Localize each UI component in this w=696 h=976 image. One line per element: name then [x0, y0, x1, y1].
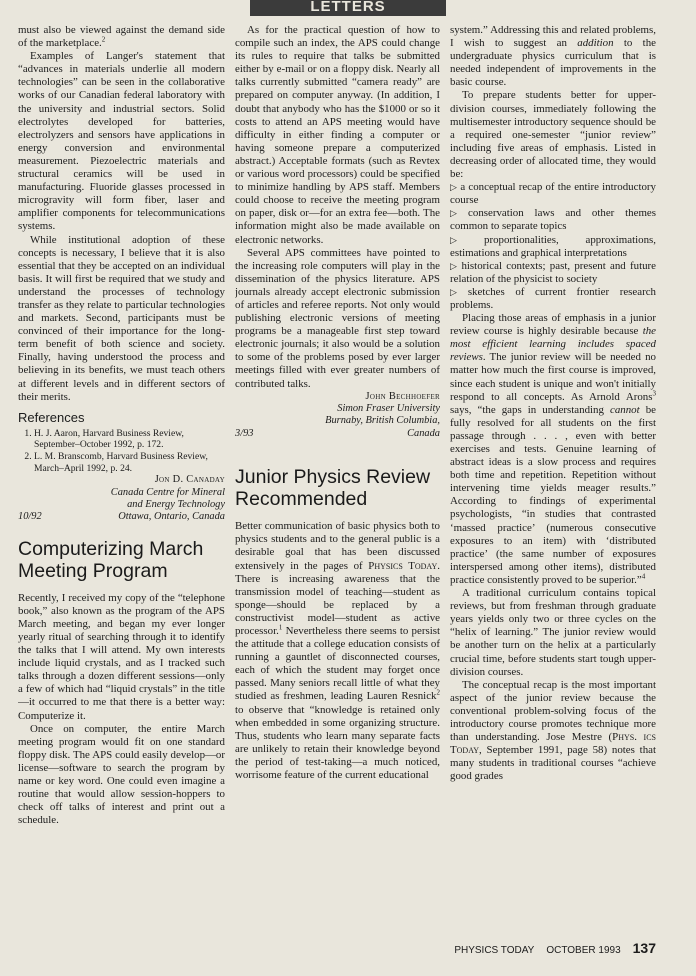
paragraph: Recently, I received my copy of the “telephone book,” also known as the program of the APS March meeting, and began my ever longer yearly ritual of searching through it to identify the talks that I will attend. My own interests include liquid crystals, and as I tracked such talks through a dozen different sessions—only a few of which had “liquid crystals” in the title—it occurred to me that there is a better way: Computerize it.: [18, 591, 225, 722]
letter-date: 3/93: [235, 427, 254, 439]
paragraph: The conceptual recap is the most important aspect of the junior review because the conventional problem-solving focus of the introductory course promotes technique more than understanding. Jose Mestre (Phys. ics Today, September 1991, page 58) notes that many students in traditional courses “achieve good grades: [450, 678, 656, 783]
paragraph: A traditional curriculum contains topical reviews, but from freshman through graduate years yields only two or three cycles on the “helix of learning.” The junior review would be another turn on the helix at a particularly crucial time, before students start tough upper-division courses.: [450, 587, 656, 678]
triangle-bullet-icon: ▷: [450, 286, 465, 297]
references-list: [18, 428, 225, 474]
list-item: ▷ a conceptual recap of the entire introductory course: [450, 181, 656, 207]
page-footer: [450, 940, 656, 956]
author-name: John Bechhoefer: [365, 390, 440, 402]
page-number: 137: [632, 940, 656, 956]
author-affiliation: Simon Fraser University: [337, 403, 440, 415]
paragraph: Placing those areas of emphasis in a junior review course is highly desirable because the most efficient learning includes spaced reviews. The junior review will be needed no matter how much the first course is improved, since each student is unique and won't initially respond to all concepts. As Arnold Arons$^3$ says, “the gaps in understanding cannot be fully resolved for all students on the first passage through . . . , even with better exercises and tests. Genuine learning of abstract ideas is a slow process and requires both time and repetition. Repetition without intervening time yields meager results.” According to findings of experimental psychologists, “in studies that contrasted ‘massed practice’ (numerous consecutive exposures to an item) with ‘distributed practice’ (the same number of exposures interspersed among other items), distributed practice consistently proved to be superior.”$^4$: [450, 312, 656, 586]
section-banner: LETTERS: [250, 0, 446, 16]
article-title: Junior Physics Review Recommended: [235, 466, 431, 511]
letter-date: 10/92: [18, 511, 42, 523]
signature-date-row: [18, 511, 225, 523]
triangle-bullet-icon: ▷: [450, 234, 481, 245]
triangle-bullet-icon: ▷: [450, 260, 459, 271]
list-item: ▷ historical contexts; past, present and future relation of the physicist to society: [450, 259, 656, 285]
triangle-bullet-icon: ▷: [450, 182, 458, 193]
author-name: Jon D. Canaday: [154, 474, 225, 486]
paragraph: Once on computer, the entire March meeting program would fit on one standard floppy disk. The APS could easily develop—or license—software to search the program by name or key word. One could even imagine a routine that would allow session-hoppers to check off talks of interest and print out a schedule.: [18, 722, 225, 827]
article-title: Computerizing March Meeting Program: [18, 537, 204, 582]
issue-date: OCTOBER 1993: [546, 945, 621, 956]
signature-block: [235, 391, 440, 428]
signature-block: [18, 474, 225, 511]
author-location: Canada: [407, 427, 440, 439]
column-1: [18, 24, 225, 954]
author-affiliation: and Energy Technology: [127, 498, 225, 510]
paragraph: Better communication of basic physics both to physics students and to the general public is a desirable goal that has been discussed extensively in the pages of Physics Today. There is increasing awareness that the transmission model of teaching—student as sponge—should be replaced by a constructivist model—student as active processor.$^1$ Nevertheless there seems to persist the attitude that a college education consists of running a gauntlet of disconnected courses, each of which the student may forget once passed. Many seniors recall little of what they studied as freshmen, leading Lauren Resnick$^2$ to observe that “knowledge is retained only when embedded in some organizing structure. Thus, students who learn many separate facts are unlikely to retain their knowledge beyond the period of test-taking—a much noticed, worrisome feature of the current educational: [235, 520, 440, 782]
list-item: ▷ conservation laws and other themes common to separate topics: [450, 207, 656, 233]
list-item: ▷ proportionalities, approximations, estimations and graphical interpretations: [450, 233, 656, 259]
paragraph: Several APS committees have pointed to the increasing role computers will play in the dissemination of the physics literature. APS journals already accept electronic submission of articles and referee reports. Not only would publishing electronic versions of meeting programs be a manageable first step toward electronic journals; it also would be a solution to some of the problems posed by ever larger meetings filled with ever greater numbers of contributed talks.: [235, 246, 440, 390]
paragraph: system.” Addressing this and related problems, I wish to suggest an addition to the undergraduate physics curriculum that is needed independent of improvements in the basic course.: [450, 24, 656, 89]
paragraph: While institutional adoption of these concepts is necessary, I believe that it is also essential that they be accepted on an individual basis. It will first be required that we study and understand the processes of technology transfer as they relate to particular technologies and markets. Second, participants must be convinced of their importance for the long-term benefit of both science and society. Finally, having understood the process and believing in its benefits, we must teach others at different levels and in different sectors of their merits.: [18, 233, 225, 403]
journal-name: PHYSICS TODAY: [454, 945, 535, 956]
paragraph: must also be viewed against the demand side of the marketplace.$^2$: [18, 24, 225, 50]
author-affiliation: Canada Centre for Mineral: [110, 486, 225, 498]
list-item: ▷ sketches of current frontier research problems.: [450, 285, 656, 311]
reference-item: 1. H. J. Aaron, Harvard Business Review, September–October 1992, p. 172.: [34, 428, 225, 451]
paragraph: As for the practical question of how to compile such an index, the APS could change its rules to require that talks be submitted either by e-mail or on a floppy disk. Nearly all talks currently submitted “camera ready” are prepared on computer anyway. (In addition, I doubt that anybody who has the $1000 or so it costs to attend an APS meeting would have difficulty in either finding a computer or having someone prepare a computerized abstract.) Acceptable formats (such as Revtex or various word processors) could be specified to minimize handling by APS staff. Members could choose to receive the meeting program on paper, disk or—for an extra fee—both. The information might also be made available on electronic networks.: [235, 24, 440, 246]
reference-item: 2. L. M. Branscomb, Harvard Business Review, March–April 1992, p. 24.: [34, 451, 225, 474]
author-affiliation: Burnaby, British Columbia,: [325, 415, 440, 427]
signature-date-row: [235, 428, 440, 440]
triangle-bullet-icon: ▷: [450, 208, 466, 219]
paragraph: Examples of Langer's statement that “advances in materials underlie all modern technologies” can be seen in the collaborative works of our Canadian federal laboratory with the university and industrial sectors. Solid electrolytes developed for batteries, electrolyzers and sensors have applications in energy conversion and environmental measurement. Piezoelectric materials and structural ceramics will be used in manufacturing. Fluoride glasses processed in microgravity will form fiber, laser and amplifier components for telecommunications systems.: [18, 50, 225, 233]
column-3: [450, 24, 656, 936]
column-2: [235, 24, 440, 954]
references-heading: References: [18, 409, 85, 425]
author-location: Ottawa, Ontario, Canada: [118, 511, 225, 523]
paragraph: To prepare students better for upper-division courses, immediately following the multisemester introductory sequence should be a required one-semester “junior review” including five areas of emphasis. Listed in decreasing order of allocated time, they would be:: [450, 89, 656, 181]
